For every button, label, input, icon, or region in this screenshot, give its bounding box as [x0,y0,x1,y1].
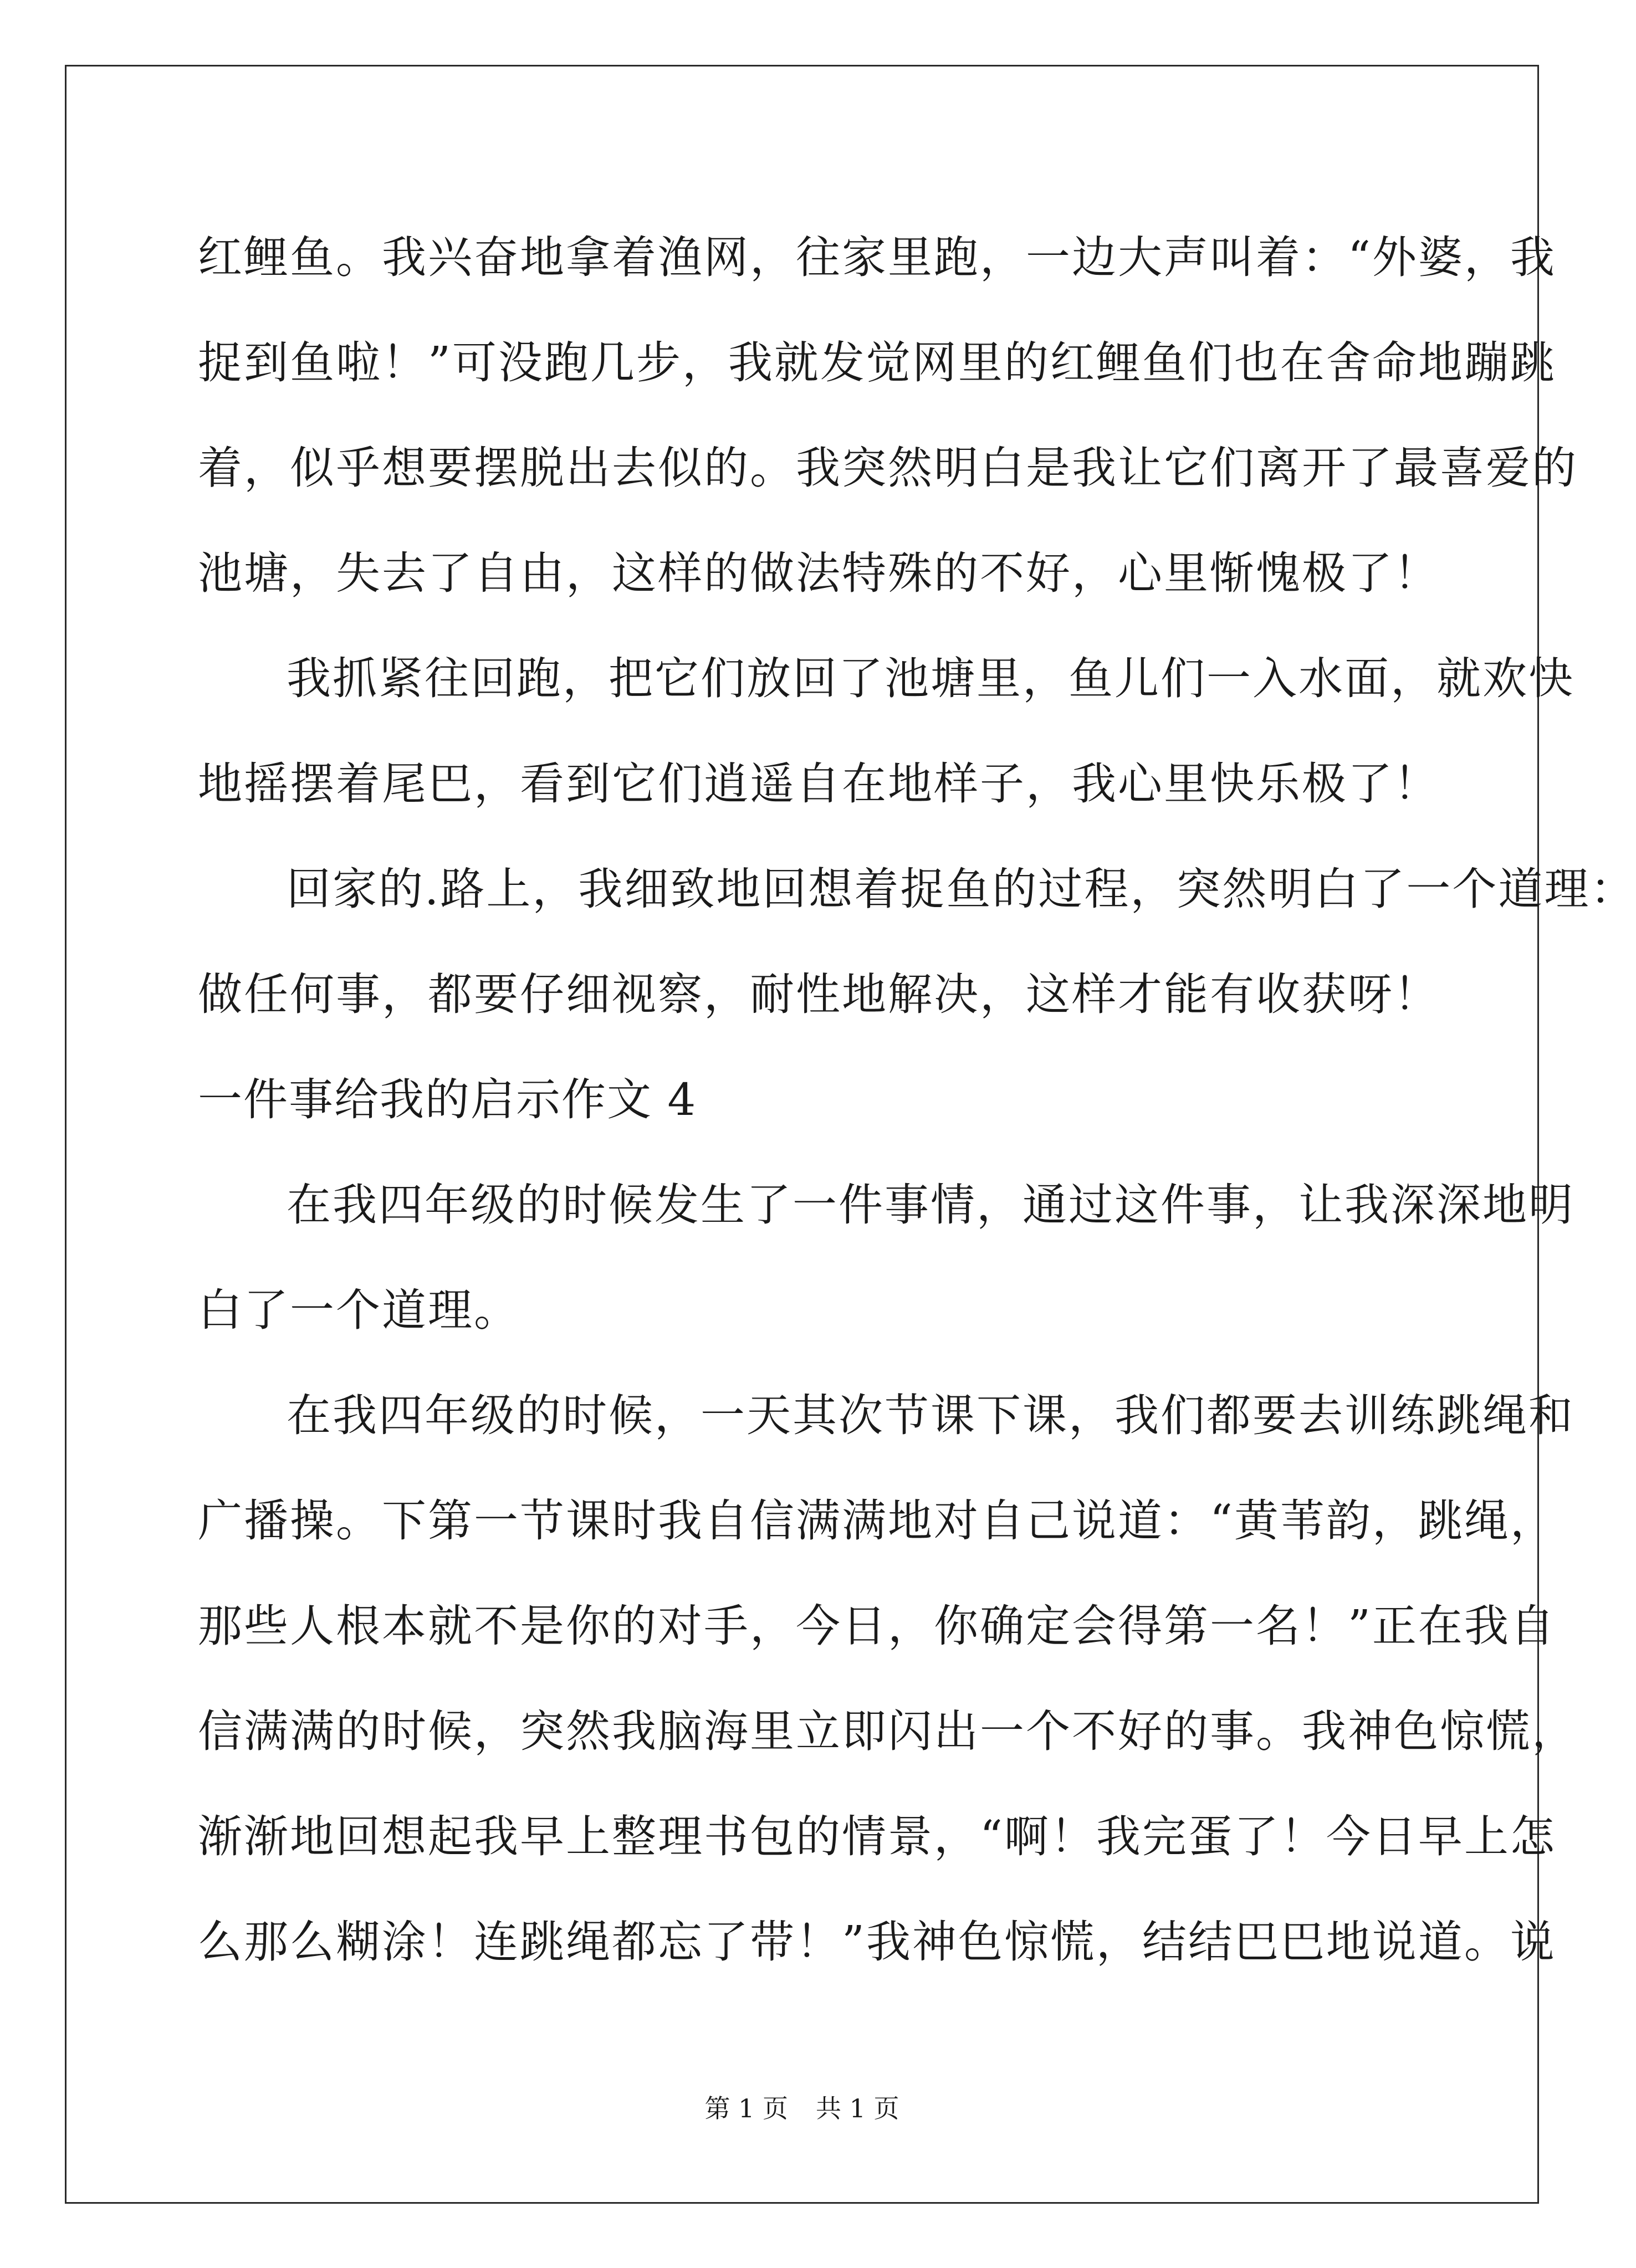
text-line: 回家的.路上，我细致地回想着捉鱼的过程，突然明白了一个道理： [287,863,1636,915]
page-total: 共 1 页 [816,2093,899,2123]
text-line: 在我四年级的时候发生了一件事情，通过这件事，让我深深地明 [287,1179,1574,1231]
text-line: 那些人根本就不是你的对手，今日，你确定会得第一名！”正在我自 [198,1600,1556,1652]
page-number: 第 1 页 [704,2093,788,2123]
text-line: 我抓紧往回跑，把它们放回了池塘里，鱼儿们一入水面，就欢快 [287,653,1574,704]
document-body [198,205,1636,1995]
text-line: 信满满的时候，突然我脑海里立即闪出一个不好的事。我神色惊慌， [198,1706,1578,1757]
text-line: 渐渐地回想起我早上整理书包的情景，“啊！我完蛋了！今日早上怎 [198,1811,1556,1862]
text-line: 么那么糊涂！连跳绳都忘了带！”我神色惊慌，结结巴巴地说道。说 [198,1916,1556,1968]
text-line: 在我四年级的时候，一天其次节课下课，我们都要去训练跳绳和 [287,1390,1574,1441]
text-line: 白了一个道理。 [198,1284,520,1336]
text-line: 捉到鱼啦！”可没跑几步，我就发觉网里的红鲤鱼们也在舍命地蹦跳 [198,337,1556,388]
page-footer [0,2092,1604,2125]
text-line: 红鲤鱼。我兴奋地拿着渔网，往家里跑，一边大声叫着：“外婆，我 [198,232,1556,283]
text-line: 地摇摆着尾巴，看到它们逍遥自在地样子，我心里快乐极了！ [198,758,1440,810]
text-line: 广播操。下第一节课时我自信满满地对自己说道：“黄苇韵，跳绳， [198,1495,1556,1547]
text-line: 做任何事，都要仔细视察，耐性地解决，这样才能有收获呀！ [198,969,1440,1020]
section-heading: 一件事给我的启示作文 4 [198,1074,697,1125]
text-line: 着，似乎想要摆脱出去似的。我突然明白是我让它们离开了最喜爱的 [198,442,1578,494]
text-line: 池塘，失去了自由，这样的做法特殊的不好，心里惭愧极了！ [198,547,1440,599]
